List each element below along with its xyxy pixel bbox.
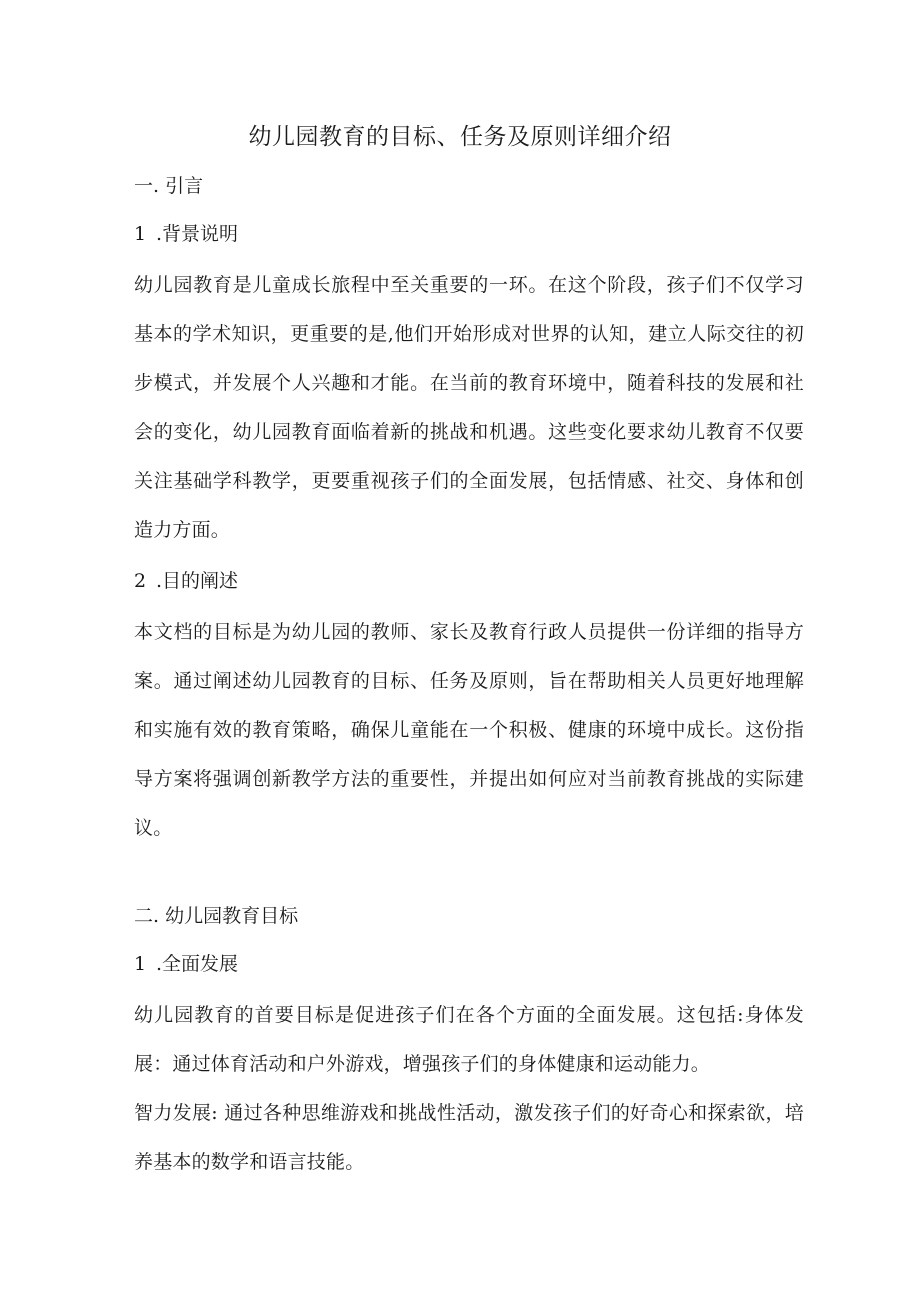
- section-heading: 一. 引言: [134, 175, 204, 197]
- subsection-purpose: [134, 561, 804, 853]
- subsection-heading: [134, 214, 804, 254]
- subsection-heading: [134, 944, 804, 984]
- paragraph: 智力发展: 通过各种思维游戏和挑战性活动，激发孩子们的好奇心和探索欲，培养基本的数学和语言技能。: [134, 1102, 804, 1173]
- subsection-overall-development: [134, 944, 804, 1187]
- section-heading: 二. 幼儿园教育目标: [134, 905, 299, 927]
- subsection-number: 1: [134, 223, 147, 245]
- subsection-background: [134, 214, 804, 555]
- section-introduction: [134, 166, 804, 853]
- section-education-goals: [134, 896, 804, 1187]
- subsection-label: .背景说明: [156, 223, 239, 245]
- subsection-number: 2: [134, 570, 147, 592]
- document-title: 幼儿园教育的目标、任务及原则详细介绍: [248, 124, 672, 150]
- section-spacer: [134, 853, 804, 896]
- paragraph: 本文档的目标是为幼儿园的教师、家长及教育行政人员提供一份详细的指导方案。通过阐述幼儿园教育的目标、任务及原则，旨在帮助相关人员更好地理解和实施有效的教育策略，确保儿童能在一个积极、健康的环境中成长。这份指导方案将强调创新教学方法的重要性，并提出如何应对当前教育挑战的实际建议。: [134, 621, 804, 839]
- paragraph: 幼儿园教育的首要目标是促进孩子们在各个方面的全面发展。这包括:身体发展：通过体育活动和户外游戏，增强孩子们的身体健康和运动能力。: [134, 1004, 804, 1075]
- document-body: [134, 166, 804, 1187]
- paragraph: 幼儿园教育是儿童成长旅程中至关重要的一环。在这个阶段，孩子们不仅学习基本的学术知识，更重要的是,他们开始形成对世界的认知，建立人际交往的初步模式，并发展个人兴趣和才能。在当前的教育环境中，随着科技的发展和社会的变化，幼儿园教育面临着新的挑战和机遇。这些变化要求幼儿教育不仅要关注基础学科教学，更要重视孩子们的全面发展，包括情感、社交、身体和创造力方面。: [134, 274, 804, 541]
- subsection-label: .全面发展: [156, 953, 239, 975]
- subsection-heading: [134, 561, 804, 601]
- subsection-number: 1: [134, 953, 147, 975]
- subsection-label: .目的阐述: [156, 570, 239, 592]
